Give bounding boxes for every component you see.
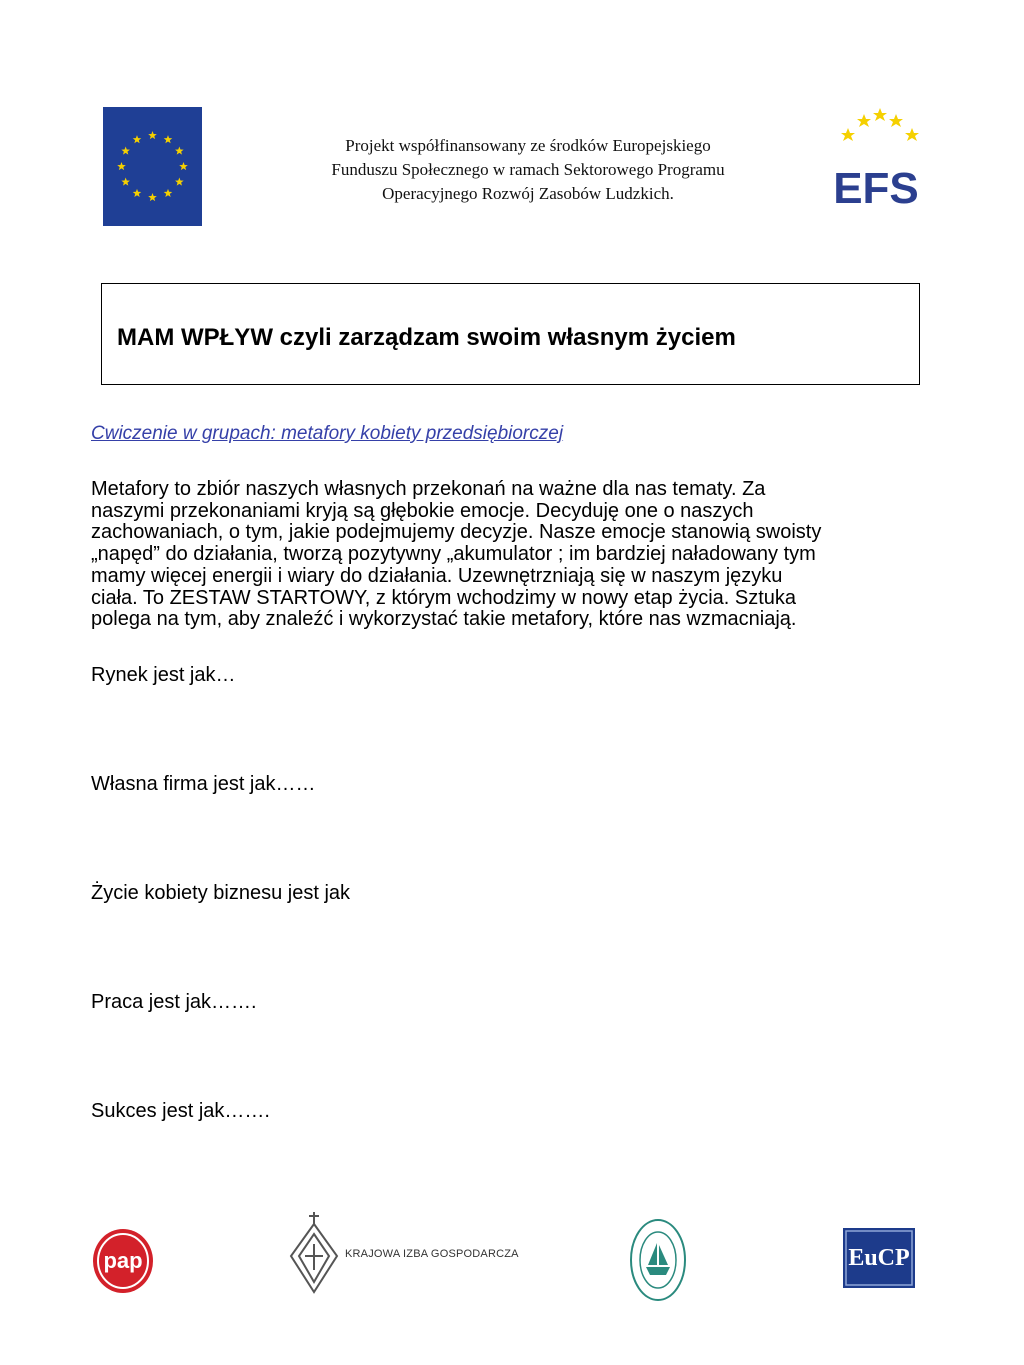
eu-star-icon (121, 178, 130, 186)
intro-line: zachowaniach, o tym, jakie podejmujemy decyzje. Nasze emocje stanowią swoisty (91, 521, 822, 544)
eucp-logo (843, 1228, 915, 1288)
intro-line: naszymi przekonaniami kryją są głębokie emocje. Decyduję one o naszych (91, 499, 754, 522)
prompt-businesswoman-life: Życie kobiety biznesu jest jak (91, 882, 351, 904)
page-title: MAM WPŁYW czyli zarządzam swoim własnym życiem (117, 324, 736, 351)
eu-star-icon (117, 162, 126, 170)
prompt-own-company: Własna firma jest jak…… (91, 773, 316, 795)
kig-emblem-icon (291, 1212, 337, 1292)
efs-logo-text: EFS (833, 164, 919, 210)
intro-line: „napęd” do działania, tworzą pozytywny „akumulator ; im bardziej naładowany tym (91, 543, 816, 566)
eu-star-icon (121, 147, 130, 155)
cofinancing-line-3: Operacyjnego Rozwój Zasobów Ludzkich. (382, 184, 674, 203)
cofinancing-line-1: Projekt współfinansowany ze środków Europejskiego (345, 136, 711, 155)
eu-star-icon (175, 178, 184, 186)
eu-star-icon (133, 189, 142, 197)
exercise-title: Cwiczenie w grupach: metafory kobiety przedsiębiorczej (91, 423, 564, 444)
intro-line: mamy więcej energii i wiary do działania. Uzewnętrzniają się w naszym języku (91, 564, 783, 587)
eu-star-icon (148, 193, 157, 201)
eu-star-icon (164, 189, 173, 197)
pap-logo-text: pap (103, 1248, 143, 1273)
intro-paragraph (91, 479, 941, 631)
eu-flag-icon (103, 107, 202, 226)
ship-icon (646, 1243, 670, 1275)
prompt-work: Praca jest jak……. (91, 991, 257, 1013)
pap-logo (92, 1228, 154, 1294)
eu-star-icon (179, 162, 188, 170)
cofinancing-line-2: Funduszu Społecznego w ramach Sektorowego Programu (331, 160, 725, 179)
title-box (101, 283, 920, 385)
sgh-logo (628, 1215, 688, 1305)
kig-logo-text: KRAJOWA IZBA GOSPODARCZA (345, 1248, 519, 1260)
eu-star-icon (133, 135, 142, 143)
cofinancing-statement (240, 134, 816, 206)
prompt-market: Rynek jest jak… (91, 664, 236, 686)
eu-star-icon (148, 131, 157, 139)
efs-stars-icon (841, 108, 919, 141)
kig-logo (285, 1212, 519, 1297)
intro-line: polega na tym, aby znaleźć i wykorzystać takie metafory, które nas wzmacniają. (91, 608, 797, 631)
efs-logo (828, 100, 924, 210)
intro-line: Metafory to zbiór naszych własnych przekonań na ważne dla nas tematy. Za (91, 478, 766, 500)
eucp-logo-text: EuCP (848, 1244, 910, 1271)
eu-star-icon (175, 147, 184, 155)
intro-line: ciała. To ZESTAW STARTOWY, z którym wchodzimy w nowy etap życia. Sztuka (91, 586, 797, 609)
eu-star-icon (164, 135, 173, 143)
prompt-success: Sukces jest jak……. (91, 1100, 270, 1122)
